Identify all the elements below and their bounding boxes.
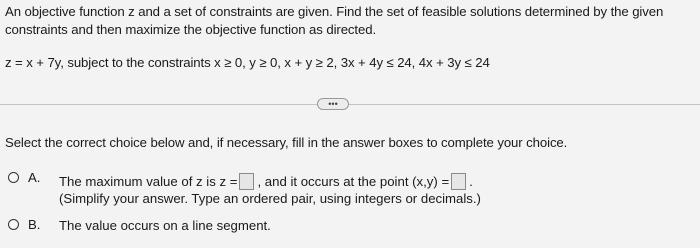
choice-b-text: The value occurs on a line segment. bbox=[59, 218, 271, 233]
instructions-text: Select the correct choice below and, if necessary, fill in the answer boxes to complete your choice. bbox=[5, 135, 568, 150]
question-text-line-2: constraints and then maximize the objective function as directed. bbox=[5, 22, 377, 37]
choice-a-body bbox=[59, 173, 481, 207]
objective-and-constraints: z = x + 7y, subject to the constraints x ≥ 0, y ≥ 0, x + y ≥ 2, 3x + 4y ≤ 24, 4x + 3y ≤ 24 bbox=[5, 55, 490, 70]
expand-more-button[interactable]: ••• bbox=[317, 98, 349, 110]
choice-a-statement bbox=[59, 173, 481, 190]
choice-a-text-end: . bbox=[469, 174, 473, 189]
choice-a-hint: (Simplify your answer. Type an ordered pair, using integers or decimals.) bbox=[59, 191, 481, 206]
question-text-line-1: An objective function z and a set of constraints are given. Find the set of feasible solutions determined by the given bbox=[5, 4, 664, 19]
choice-a[interactable] bbox=[8, 170, 481, 207]
choice-a-text-point: , and it occurs at the point (x,y) = bbox=[257, 174, 450, 189]
choice-a-radio[interactable] bbox=[8, 172, 19, 183]
choice-a-letter: A. bbox=[28, 170, 41, 185]
choice-a-text-max: The maximum value of z is z = bbox=[59, 174, 238, 189]
section-divider bbox=[0, 104, 700, 105]
choice-b-radio[interactable] bbox=[8, 219, 19, 230]
choice-b[interactable] bbox=[8, 217, 271, 234]
max-value-answer-box[interactable] bbox=[239, 173, 254, 190]
choice-b-letter: B. bbox=[28, 217, 41, 232]
point-answer-box[interactable] bbox=[451, 173, 466, 190]
